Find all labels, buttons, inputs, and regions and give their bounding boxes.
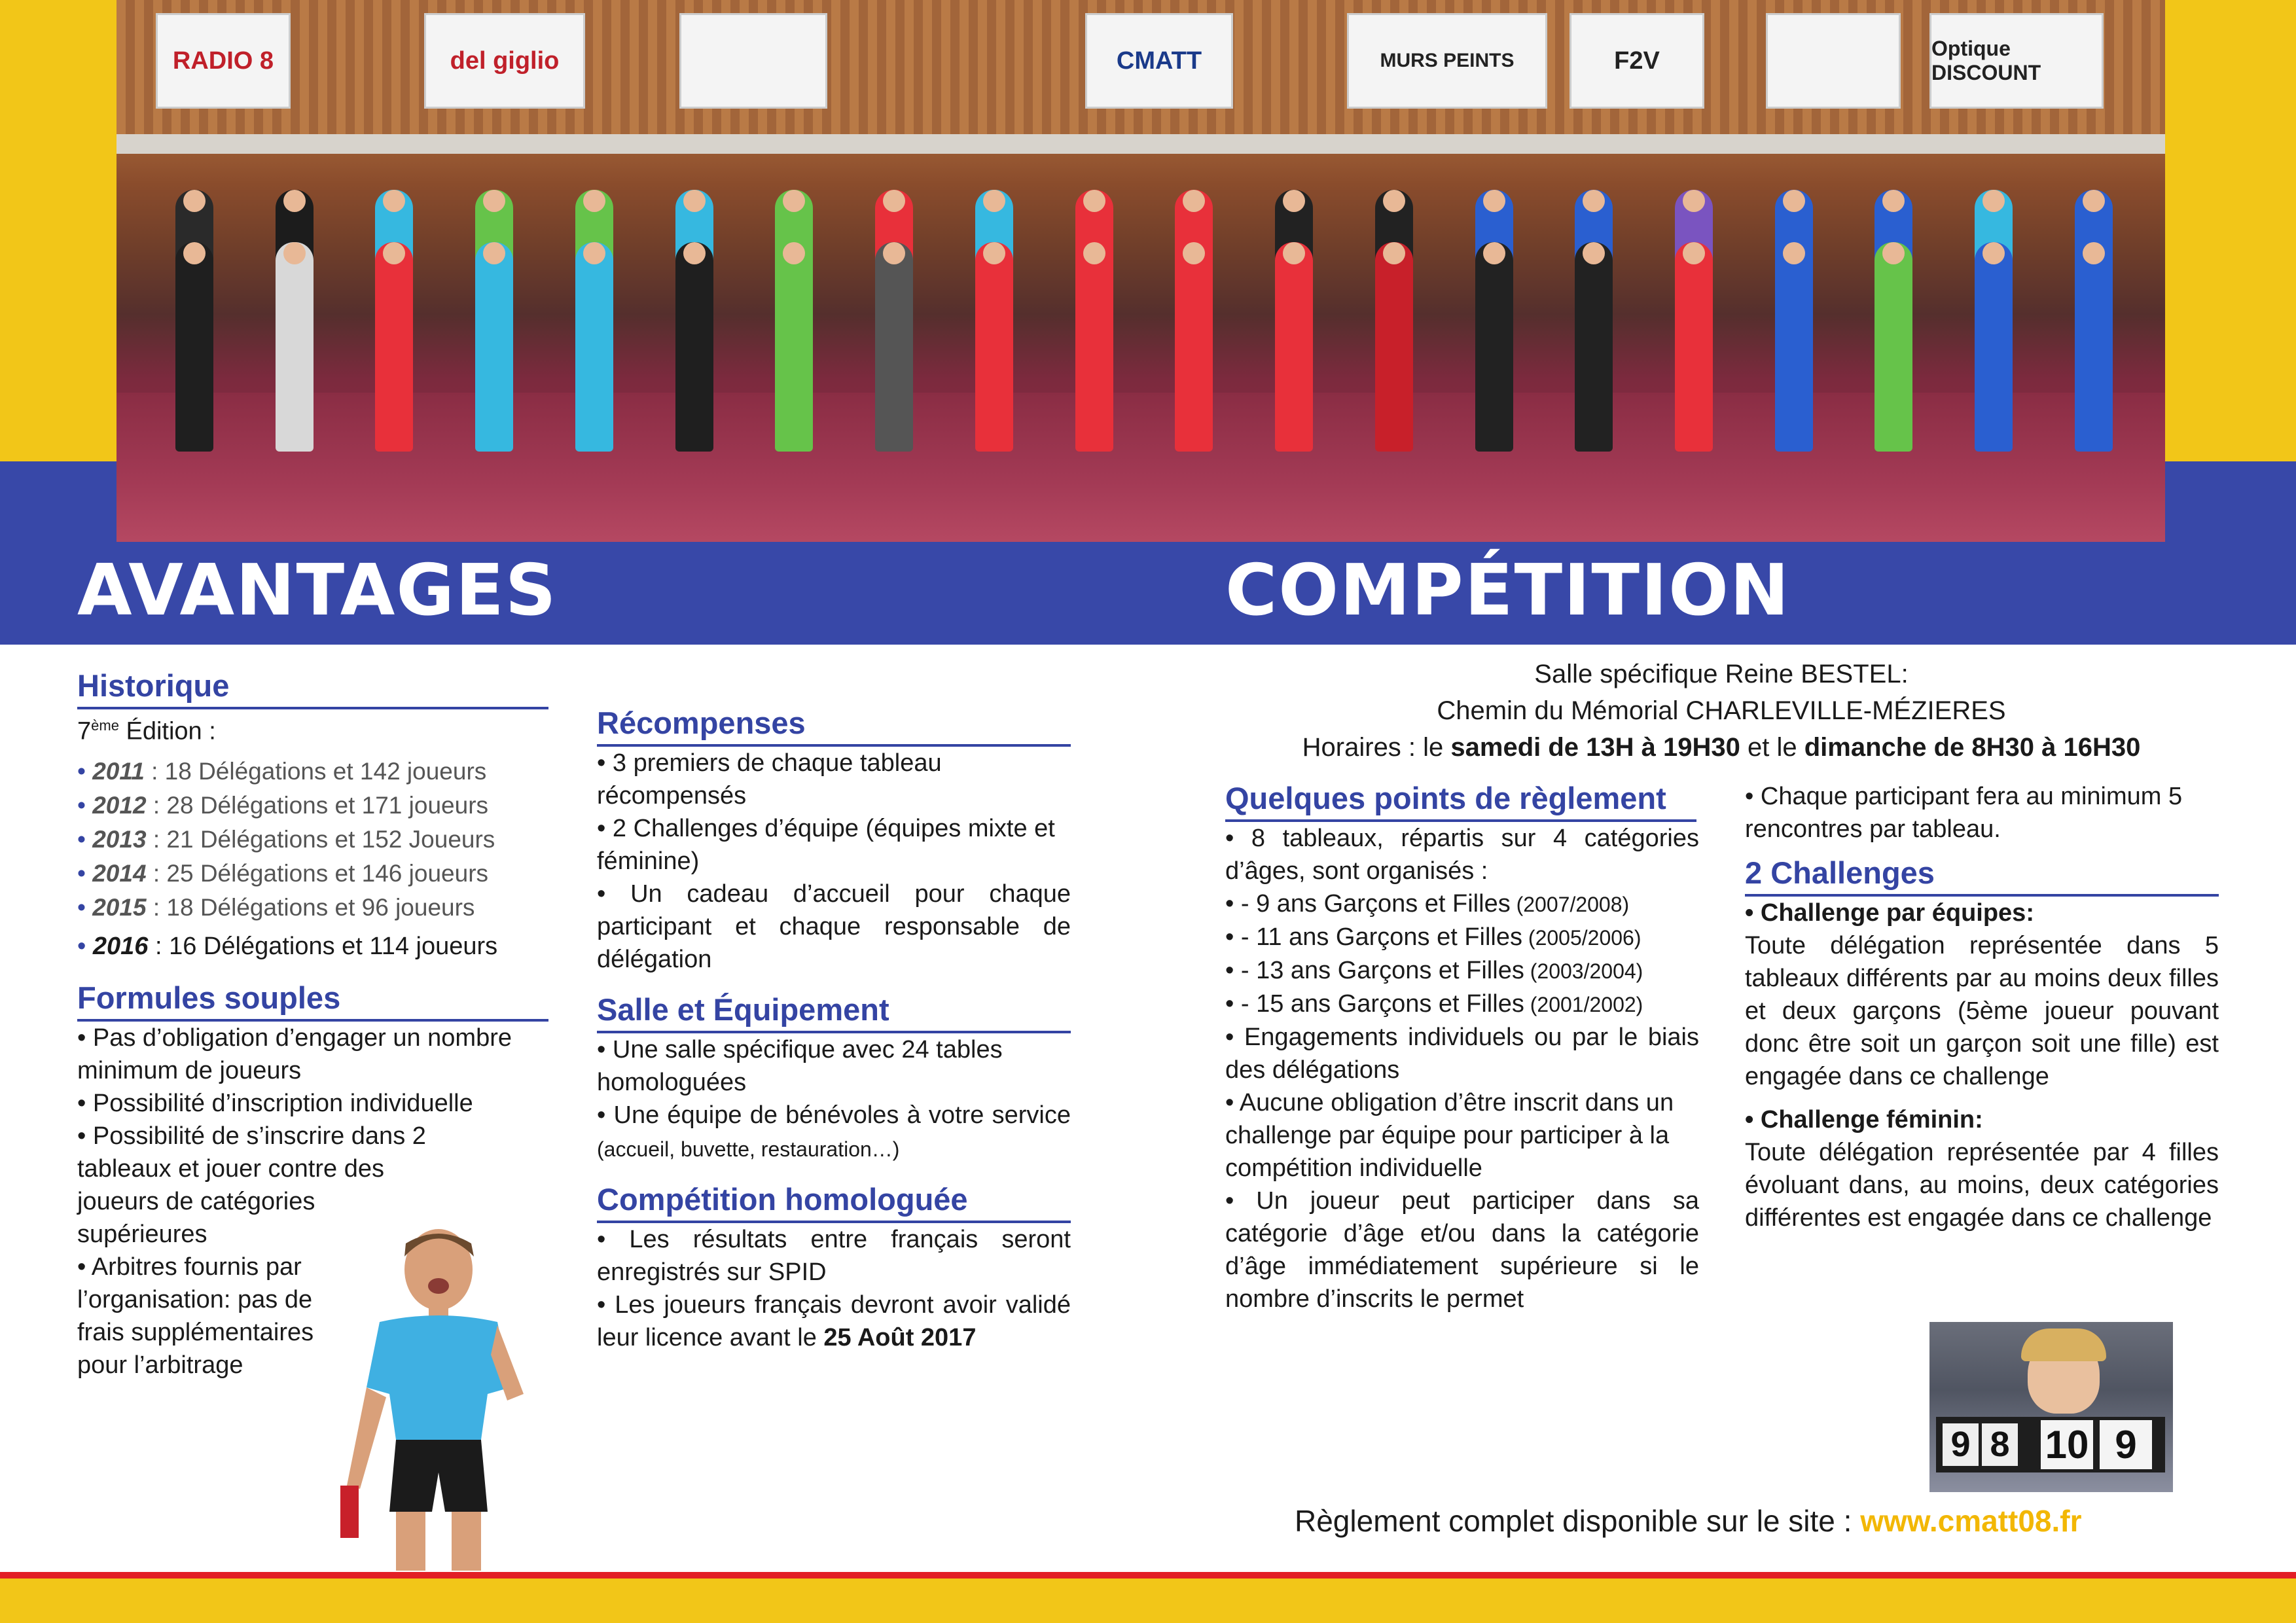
formules-heading: Formules souples (77, 980, 548, 1022)
reglement-intro: • 8 tableaux, répartis sur 4 catégories d’âges, sont organisés : (1225, 822, 1699, 887)
reglement-item: • Aucune obligation d’être inscrit dans un challenge par équipe pour participer à la compétition individuelle (1225, 1086, 1699, 1185)
hours-saturday: samedi de 13H à 19H30 (1450, 733, 1740, 762)
reglement-heading: Quelques points de règlement (1225, 780, 1696, 822)
website-link[interactable]: www.cmatt08.fr (1860, 1504, 2082, 1538)
edition-label: Édition : (118, 717, 216, 745)
score-digit: 9 (1943, 1423, 1979, 1466)
history-year: 2012 (92, 791, 147, 819)
category-item (1225, 988, 1699, 1021)
homologuee-item-text: Les joueurs français devront avoir validé leur licence avant le (597, 1291, 1071, 1351)
score-digit: 8 (1982, 1423, 2018, 1466)
column-reglement (1225, 780, 1699, 1315)
fem-challenge-text: Toute délégation représentée par 4 filles évoluant dans, au moins, deux catégories différentes est engagée dans ce challenge (1745, 1139, 2219, 1232)
formule-item: • Possibilité d’inscription individuelle (77, 1087, 548, 1120)
formule-item: • Pas d’obligation d’engager un nombre minimum de joueurs (77, 1022, 548, 1087)
history-item (77, 857, 548, 891)
crowd-front-row (175, 242, 2113, 452)
footer-note (1295, 1503, 2082, 1539)
historique-heading: Historique (77, 668, 548, 709)
edition-suffix: ème (91, 717, 119, 734)
girl-player-photo (1929, 1322, 2173, 1492)
recompense-item: • 2 Challenges d’équipe (équipes mixte et féminine) (597, 812, 1071, 878)
formule-item: • Arbitres fournis par l’organisation: pas de frais supplémentaires pour l’arbitrage (77, 1251, 359, 1382)
history-item (77, 891, 548, 925)
bottom-yellow-band (0, 1578, 2296, 1623)
formule-item: • Possibilité de s’inscrire dans 2 tableaux et jouer contre des joueurs de catégories supérieures (77, 1120, 431, 1251)
history-text: : 21 Délégations et 152 Joueurs (146, 825, 495, 853)
reglement-item: • Engagements individuels ou par le biais des délégations (1225, 1021, 1699, 1086)
category-years: (2001/2002) (1524, 993, 1643, 1016)
history-current-text: : 16 Délégations et 114 joueurs (148, 932, 498, 960)
history-year: 2011 (92, 757, 145, 785)
history-text: : 18 Délégations et 96 joueurs (146, 893, 475, 921)
history-year: 2014 (92, 859, 147, 887)
sponsor-banner (156, 13, 291, 109)
competition-title: COMPÉTITION (1225, 550, 1791, 632)
category-label: - 13 ans Garçons et Filles (1240, 957, 1524, 984)
salle-item: • Une salle spécifique avec 24 tables homologuées (597, 1033, 1071, 1099)
history-text: : 25 Délégations et 146 joueurs (146, 859, 489, 887)
history-current: • 2016 : 16 Délégations et 114 joueurs (77, 932, 498, 960)
homologuee-date: 25 Août 2017 (823, 1324, 977, 1351)
sponsor-banner (1347, 13, 1547, 109)
venue-info (1217, 656, 2225, 766)
homologuee-heading: Compétition homologuée (597, 1181, 1071, 1223)
sponsor-banner (424, 13, 585, 109)
reglement-item: • Un joueur peut participer dans sa catégorie d’âge et/ou dans la catégorie d’âge immédiatement supérieure si le nombre d’inscrits le permet (1225, 1185, 1699, 1315)
salle-item (597, 1099, 1071, 1166)
column-recompenses (597, 705, 1071, 1354)
history-item (77, 823, 548, 857)
history-item (77, 789, 548, 823)
category-item (1225, 887, 1699, 921)
avantages-title: AVANTAGES (77, 550, 558, 632)
category-label: - 9 ans Garçons et Filles (1240, 890, 1511, 918)
ceiling-beam (117, 134, 2165, 154)
category-years: (2005/2006) (1522, 926, 1641, 950)
sponsor-text: F2V (1614, 46, 1660, 75)
hours-line (1217, 729, 2225, 766)
venue-line-1: Salle spécifique Reine BESTEL: (1534, 660, 1909, 688)
sponsor-text: Optique DISCOUNT (1931, 37, 2041, 84)
sponsor-text: MURS PEINTS (1380, 50, 1515, 71)
sponsor-text: RADIO 8 (172, 46, 274, 75)
hours-prefix: Horaires : le (1302, 733, 1451, 762)
boy-player-photo (340, 1224, 537, 1577)
sponsor-banner (1570, 13, 1704, 109)
footer-text: Règlement complet disponible sur le site : (1295, 1504, 1861, 1538)
history-current-year: 2016 (92, 932, 149, 960)
fem-challenge-title: • Challenge féminin: (1745, 1103, 2219, 1136)
category-item (1225, 921, 1699, 954)
history-list (77, 755, 548, 925)
recompenses-heading: Récompenses (597, 705, 1071, 747)
score-digit: 9 (2100, 1420, 2152, 1469)
category-item (1225, 954, 1699, 988)
category-label: - 15 ans Garçons et Filles (1240, 990, 1524, 1018)
venue-line-2: Chemin du Mémorial CHARLEVILLE-MÉZIERES (1437, 696, 2006, 725)
sponsor-banner (679, 13, 827, 109)
history-item (77, 755, 548, 789)
score-digit: 10 (2041, 1420, 2093, 1469)
sponsor-banner (1085, 13, 1233, 109)
bottom-red-stripe (0, 1572, 2296, 1578)
history-year: 2013 (92, 825, 147, 853)
homologuee-item: • Les résultats entre français seront enregistrés sur SPID (597, 1223, 1071, 1289)
challenges-heading: 2 Challenges (1745, 855, 2219, 897)
category-label: - 11 ans Garçons et Filles (1240, 923, 1523, 951)
salle-item-text: Une équipe de bénévoles à votre service (613, 1101, 1071, 1129)
girl-hair (2021, 1329, 2106, 1361)
category-years: (2003/2004) (1524, 959, 1643, 983)
team-challenge-title: • Challenge par équipes: (1745, 897, 2219, 929)
salle-heading: Salle et Équipement (597, 991, 1071, 1033)
edition-line (77, 709, 548, 748)
sponsor-text: CMATT (1116, 46, 1202, 75)
participant-rule: • Chaque participant fera au minimum 5 rencontres par tableau. (1745, 780, 2219, 846)
column-challenges (1745, 780, 2219, 1234)
history-text: : 18 Délégations et 142 joueurs (144, 757, 487, 785)
sponsor-banner (1929, 13, 2104, 109)
history-year: 2015 (92, 893, 147, 921)
sponsor-banner (1766, 13, 1901, 109)
category-years: (2007/2008) (1510, 893, 1630, 916)
edition-number: 7 (77, 717, 92, 745)
team-challenge-text: Toute délégation représentée dans 5 tableaux différents par au moins deux filles et deux garçons (5ème joueur pouvant donc être soit un garçon soit une fille) est engagée dans ce challenge (1745, 932, 2219, 1090)
salle-item-note: (accueil, buvette, restauration…) (597, 1137, 900, 1161)
hours-mid: et le (1740, 733, 1804, 762)
hours-sunday: dimanche de 8H30 à 16H30 (1804, 733, 2141, 762)
history-text: : 28 Délégations et 171 joueurs (146, 791, 489, 819)
group-photo (117, 0, 2165, 542)
recompense-item: • Un cadeau d’accueil pour chaque participant et chaque responsable de délégation (597, 878, 1071, 976)
recompense-item: • 3 premiers de chaque tableau récompensés (597, 747, 1071, 812)
sponsor-text: del giglio (450, 46, 560, 75)
homologuee-item (597, 1289, 1071, 1354)
scoreboard (1936, 1417, 2165, 1472)
